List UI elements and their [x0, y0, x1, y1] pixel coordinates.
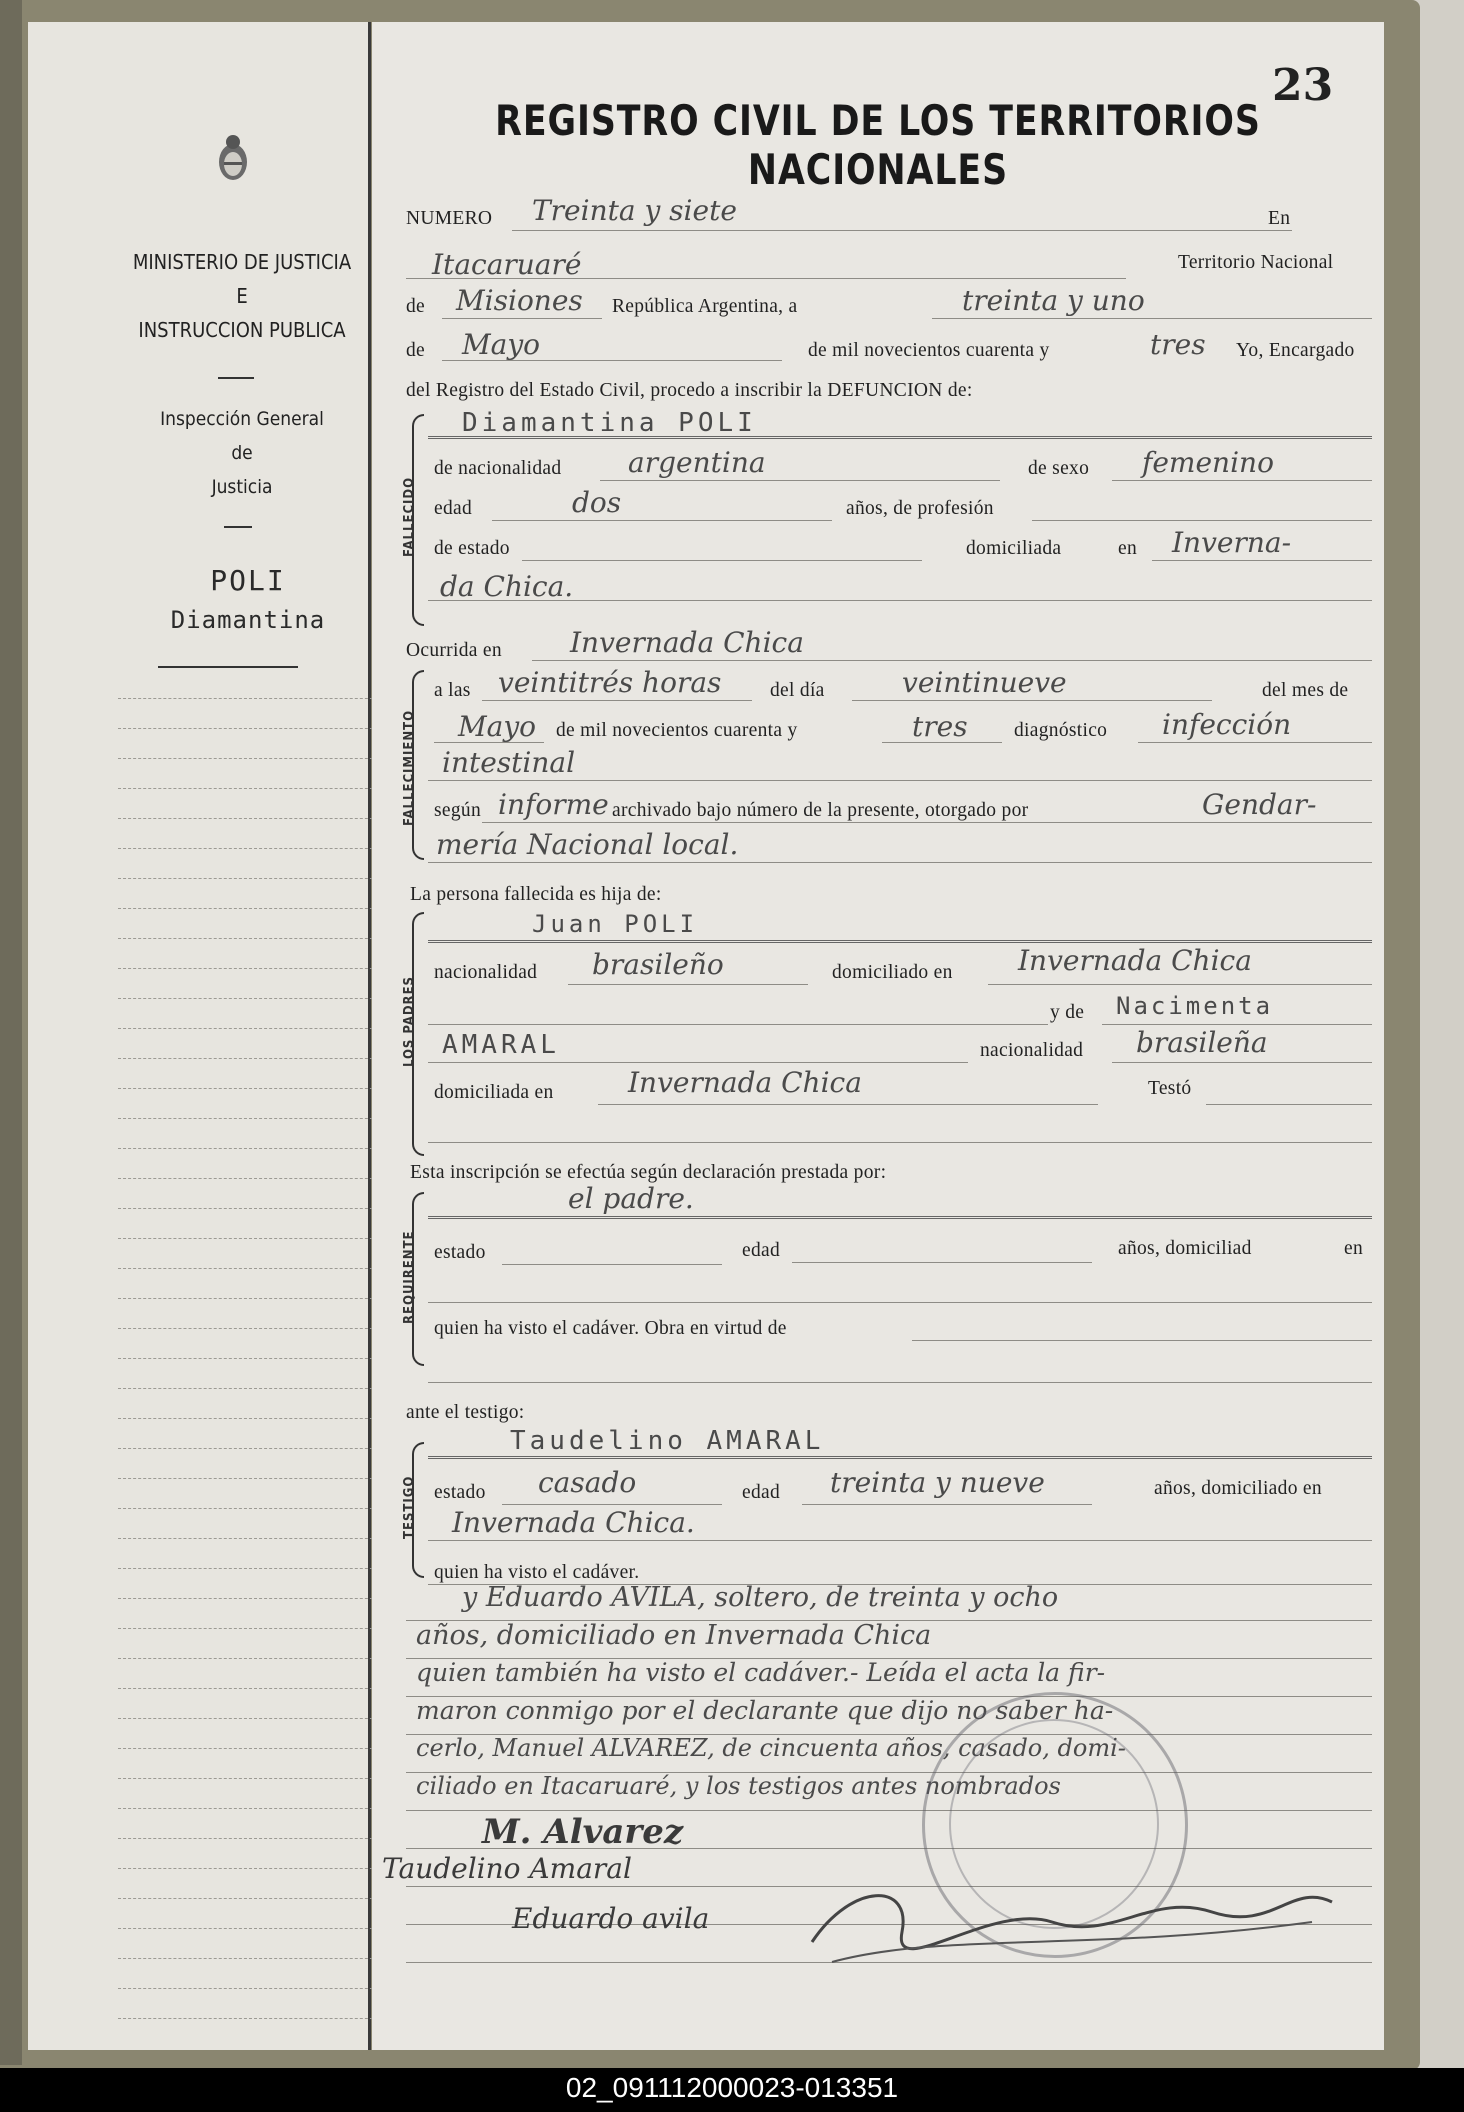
- territorio-label: Territorio Nacional: [1178, 252, 1334, 273]
- stub-rule: [118, 1628, 388, 1629]
- fallecimiento-section-label: FALLECIMIENTO: [402, 709, 417, 827]
- stub-rule: [118, 1238, 388, 1239]
- fallec-year-value: tres: [912, 710, 968, 743]
- en-label-2: en: [1118, 538, 1138, 559]
- stub-rule: [118, 1868, 388, 1869]
- stub-rule: [118, 1808, 388, 1809]
- stub-rule: [118, 1208, 388, 1209]
- yde-label: y de: [1050, 1002, 1085, 1023]
- place-value: Itacaruaré: [432, 248, 582, 281]
- testigo-estado-label: estado: [434, 1482, 486, 1503]
- stub-rule: [118, 1898, 388, 1899]
- rule: [428, 1216, 1372, 1219]
- rule: [522, 560, 922, 561]
- rule: [802, 1504, 1092, 1505]
- stub-rule: [118, 878, 388, 879]
- register-title: REGISTRO CIVIL DE LOS TERRITORIOS NACIONALES: [495, 96, 1261, 194]
- note-line-1: y Eduardo AVILA, soltero, de treinta y ocho: [462, 1582, 1059, 1613]
- stub-rule: [118, 2018, 388, 2019]
- inspection-line-1: Inspección General: [160, 408, 324, 430]
- stub-rule: [118, 1028, 388, 1029]
- mes-value: Mayo: [458, 710, 537, 743]
- stub-rule: [118, 818, 388, 819]
- otorgado-value-cont: mería Nacional local.: [436, 828, 739, 861]
- diagnostico-value: infección: [1162, 708, 1292, 741]
- rule: [932, 318, 1372, 319]
- testigo-section-label: TESTIGO: [402, 1475, 417, 1539]
- ocurrida-value: Invernada Chica: [570, 626, 804, 659]
- req-anos-label: años, domiciliad: [1118, 1238, 1252, 1259]
- dia-value: veintinueve: [902, 666, 1067, 699]
- archivado-label: archivado bajo número de la presente, otorgado por: [612, 800, 1029, 821]
- edad-value: dos: [572, 486, 622, 519]
- domiciliada-label: domiciliada: [966, 538, 1062, 559]
- note-line-2: años, domiciliado en Invernada Chica: [416, 1620, 932, 1651]
- stub-name-underline: [158, 666, 298, 668]
- stub-rule: [118, 848, 388, 849]
- stub-rule: [118, 938, 388, 939]
- stub-rule: [118, 1088, 388, 1089]
- req-estado-label: estado: [434, 1242, 486, 1263]
- stub-rule: [118, 1448, 388, 1449]
- stub-rule: [118, 788, 388, 789]
- registrar-signature-icon: [792, 1862, 1352, 1972]
- sexo-value: femenino: [1142, 446, 1274, 479]
- month-value: Mayo: [462, 328, 541, 361]
- folio-number: 23: [1272, 60, 1334, 111]
- rule: [988, 984, 1372, 985]
- stub-rule: [118, 1718, 388, 1719]
- rule: [502, 1504, 722, 1505]
- note-line-4: maron conmigo por el declarante que dijo no saber ha-: [416, 1696, 1114, 1725]
- req-visto-label: quien ha visto el cadáver. Obra en virtud de: [434, 1318, 787, 1339]
- stub-rule: [118, 1958, 388, 1959]
- estado-label: de estado: [434, 538, 510, 559]
- testigo-edad-value: treinta y nueve: [830, 1466, 1045, 1499]
- stub-rule: [118, 1658, 388, 1659]
- rule: [482, 700, 752, 701]
- rule: [434, 742, 544, 743]
- signature-avila: Eduardo avila: [512, 1902, 710, 1935]
- testigo-dom-value: Invernada Chica.: [452, 1506, 695, 1539]
- sexo-label: de sexo: [1028, 458, 1090, 479]
- req-edad-label: edad: [742, 1240, 781, 1261]
- stub-rule: [118, 1568, 388, 1569]
- edad-label: edad: [434, 498, 473, 519]
- rule: [568, 984, 808, 985]
- fallecido-section-label: FALLECIDO: [402, 476, 417, 558]
- coat-of-arms-icon: [214, 132, 252, 188]
- image-caption: 02_091112000023-013351: [565, 2072, 899, 2103]
- nacionalidad-value: argentina: [628, 446, 766, 479]
- del-mes-label: del mes de: [1262, 680, 1349, 701]
- mother-first-name: Nacimenta: [1116, 992, 1274, 1020]
- padres-section-label: LOS PADRES: [402, 976, 417, 1068]
- rule: [1102, 1024, 1372, 1025]
- del-dia-label: del día: [770, 680, 825, 701]
- stub-rule: [118, 1268, 388, 1269]
- preamble-line5: del Registro del Estado Civil, procedo a inscribir la DEFUNCION de:: [406, 380, 973, 401]
- inspection-line-3: Justicia: [211, 476, 273, 498]
- signature-amaral: Taudelino Amaral: [382, 1852, 632, 1885]
- rule: [912, 1340, 1372, 1341]
- domicilio-value: Inverna-: [1172, 526, 1292, 559]
- testigo-name: Taudelino AMARAL: [510, 1426, 825, 1456]
- father-dom-value: Invernada Chica: [1018, 944, 1252, 977]
- rule: [428, 940, 1372, 943]
- rule: [406, 278, 1126, 279]
- rule: [428, 1302, 1372, 1303]
- numero-value: Treinta y siete: [532, 194, 737, 227]
- note-line-5: cerlo, Manuel ALVAREZ, de cincuenta años, casado, domi-: [416, 1734, 1126, 1762]
- day-value: treinta y uno: [962, 284, 1145, 317]
- stub-page: [28, 22, 371, 2050]
- republica-label: República Argentina, a: [612, 296, 798, 317]
- stub-rule: [118, 1748, 388, 1749]
- declarante-value: el padre.: [568, 1182, 694, 1215]
- segun-label: según: [434, 800, 481, 821]
- de2-label: de: [406, 340, 426, 361]
- stub-divider-2: [224, 526, 252, 528]
- mother-dom-label: domiciliada en: [434, 1082, 554, 1103]
- stub-rule: [118, 1838, 388, 1839]
- testo-label: Testó: [1148, 1078, 1192, 1099]
- rule: [792, 1262, 1092, 1263]
- testigo-anos-label: años, domiciliado en: [1154, 1478, 1322, 1499]
- rule: [600, 480, 1000, 481]
- rule: [406, 1810, 1372, 1811]
- stub-rule: [118, 1598, 388, 1599]
- fallec-year-label: de mil novecientos cuarenta y: [556, 720, 798, 741]
- certificate-page: [372, 22, 1384, 2050]
- rule: [428, 1382, 1372, 1383]
- rule: [1206, 1104, 1372, 1105]
- numero-label: NUMERO: [406, 208, 493, 229]
- stub-rule: [118, 1178, 388, 1179]
- mother-nac-value: brasileña: [1136, 1026, 1268, 1059]
- testigo-visto-label: quien ha visto el cadáver.: [434, 1562, 640, 1583]
- father-nac-value: brasileño: [592, 948, 724, 981]
- req-en-label: en: [1344, 1238, 1364, 1259]
- rule: [1032, 520, 1372, 521]
- ministry-line-1: MINISTERIO DE JUSTICIA: [132, 250, 352, 274]
- horas-value: veintitrés horas: [498, 666, 722, 699]
- alas-label: a las: [434, 680, 471, 701]
- stub-rule: [118, 1988, 388, 1989]
- padres-intro: La persona fallecida es hija de:: [410, 884, 662, 905]
- stub-rule: [118, 1538, 388, 1539]
- stub-rule: [118, 758, 388, 759]
- rule: [428, 862, 1372, 863]
- rule: [428, 1024, 1048, 1025]
- ocurrida-label: Ocurrida en: [406, 640, 502, 661]
- note-line-3: quien también ha visto el cadáver.- Leída el acta la fir-: [416, 1658, 1106, 1687]
- stub-rule: [118, 1148, 388, 1149]
- territory-value: Misiones: [456, 284, 583, 317]
- stub-rule: [118, 1508, 388, 1509]
- rule: [428, 1540, 1372, 1541]
- stub-rule: [118, 698, 388, 699]
- stub-rule: [118, 1328, 388, 1329]
- domicilio-value-cont: da Chica.: [440, 570, 574, 603]
- note-line-6: ciliado en Itacaruaré, y los testigos antes nombrados: [416, 1772, 1061, 1800]
- rule: [598, 1104, 1098, 1105]
- otorgado-value: Gendar-: [1202, 788, 1317, 821]
- book-spine: [0, 0, 22, 2065]
- requirente-section-label: REQUIRENTE: [402, 1230, 417, 1324]
- diagnostico-value-cont: intestinal: [442, 746, 576, 779]
- stub-rule: [118, 728, 388, 729]
- father-dom-label: domiciliado en: [832, 962, 953, 983]
- anos-profesion-label: años, de profesión: [846, 498, 994, 519]
- stub-rule: [118, 1928, 388, 1929]
- deceased-name: Diamantina POLI: [462, 408, 757, 438]
- yo-encargado-label: Yo, Encargado: [1236, 340, 1355, 361]
- stub-rule: [118, 1058, 388, 1059]
- mother-dom-value: Invernada Chica: [628, 1066, 862, 1099]
- year-label: de mil novecientos cuarenta y: [808, 340, 1050, 361]
- inspection-line-2: de: [231, 442, 253, 464]
- rule: [428, 1062, 968, 1063]
- stub-rule: [118, 968, 388, 969]
- stub-rule: [118, 908, 388, 909]
- rule: [482, 822, 1372, 823]
- testigo-edad-label: edad: [742, 1482, 781, 1503]
- stub-rule: [118, 1418, 388, 1419]
- stub-rule: [118, 1778, 388, 1779]
- rule: [428, 1142, 1372, 1143]
- stub-divider: [218, 377, 254, 379]
- rule: [532, 660, 1372, 661]
- de-label: de: [406, 296, 426, 317]
- nacionalidad-label: de nacionalidad: [434, 458, 562, 479]
- mother-last-name: AMARAL: [442, 1030, 560, 1060]
- rule: [502, 1264, 722, 1265]
- stub-rule: [118, 1688, 388, 1689]
- rule: [428, 436, 1372, 439]
- stub-rule: [118, 1358, 388, 1359]
- year-value: tres: [1150, 328, 1206, 361]
- rule: [882, 742, 1002, 743]
- testigo-intro: ante el testigo:: [406, 1402, 525, 1423]
- rule: [852, 700, 1212, 701]
- rule: [1112, 1062, 1372, 1063]
- rule: [428, 600, 1372, 601]
- father-nac-label: nacionalidad: [434, 962, 538, 983]
- stub-rule: [118, 1388, 388, 1389]
- rule: [1112, 480, 1372, 481]
- requirente-intro: Esta inscripción se efectúa según declaración prestada por:: [410, 1162, 887, 1183]
- segun-value: informe: [498, 788, 609, 821]
- rule: [442, 318, 602, 319]
- mother-nac-label: nacionalidad: [980, 1040, 1084, 1061]
- stub-given-name: Diamantina: [170, 606, 326, 634]
- rule: [512, 230, 1292, 231]
- ministry-line-2: E: [236, 284, 248, 308]
- stub-rule: [118, 1298, 388, 1299]
- rule: [1152, 560, 1372, 561]
- rule: [428, 1456, 1372, 1459]
- stub-rule: [118, 1118, 388, 1119]
- diagnostico-label: diagnóstico: [1014, 720, 1108, 741]
- stub-surname: POLI: [210, 564, 286, 597]
- rule: [492, 520, 832, 521]
- father-name: Juan POLI: [532, 910, 699, 938]
- rule: [442, 360, 782, 361]
- ministry-line-3: INSTRUCCION PUBLICA: [138, 318, 346, 342]
- stub-rule: [118, 1478, 388, 1479]
- en-label: En: [1268, 208, 1291, 229]
- signature-alvarez: M. Alvarez: [482, 1812, 684, 1852]
- stub-rule: [118, 998, 388, 999]
- rule: [428, 780, 1372, 781]
- rule: [1138, 742, 1372, 743]
- testigo-estado-value: casado: [538, 1466, 637, 1499]
